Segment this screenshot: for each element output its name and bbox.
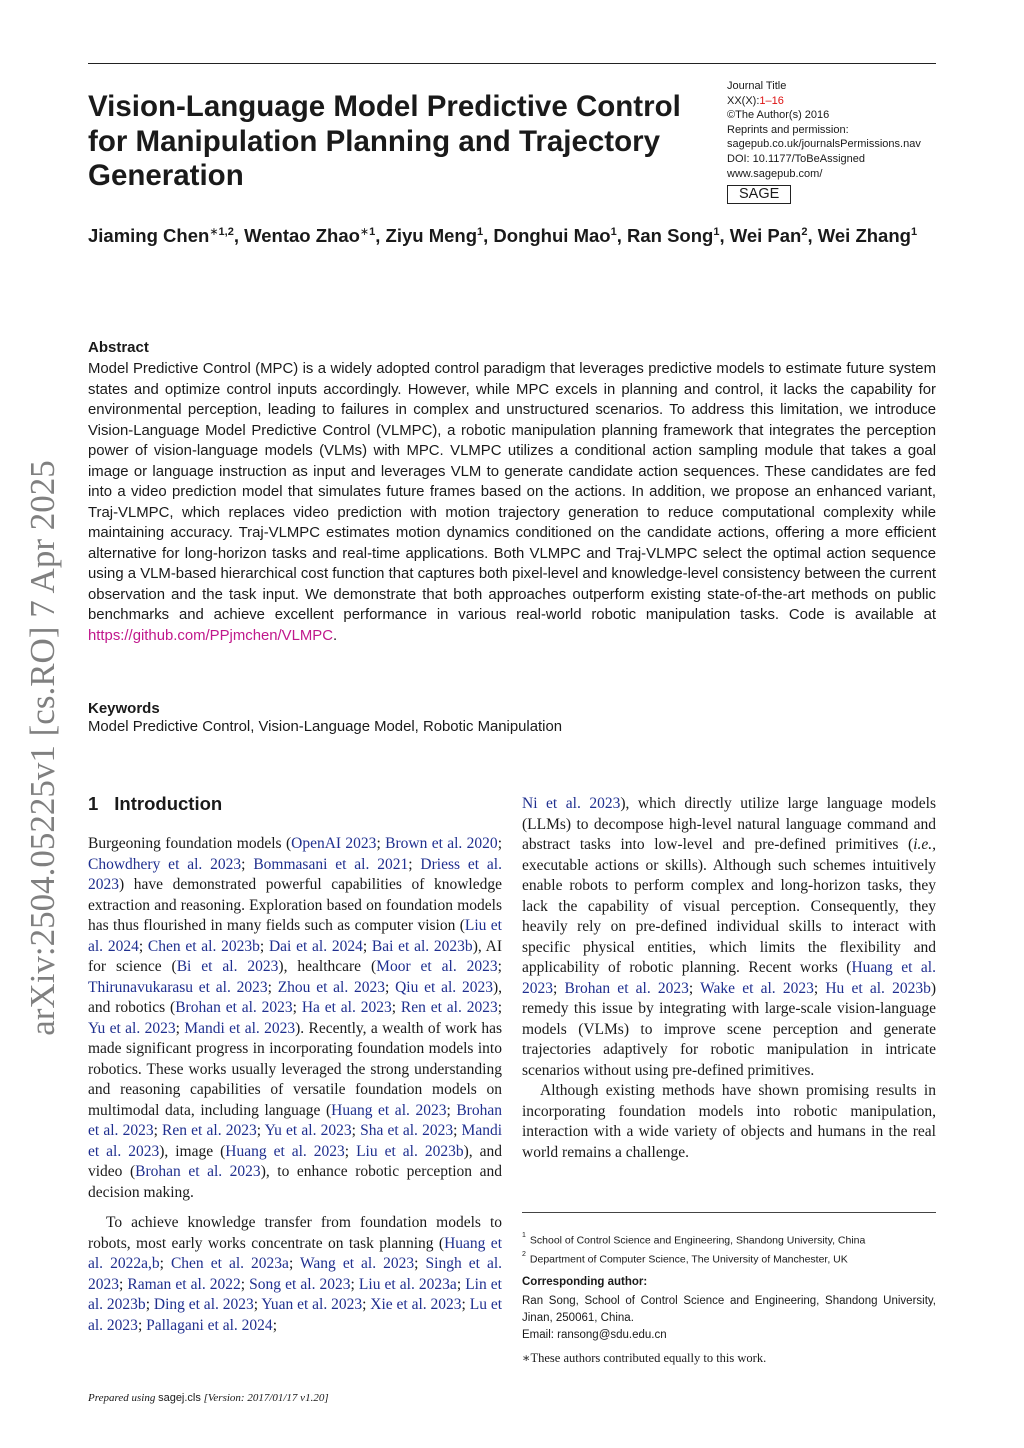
- body-text: ;: [175, 1019, 185, 1037]
- citation-link[interactable]: Sha et al. 2023: [360, 1122, 454, 1139]
- journal-name: Journal Title: [727, 80, 787, 92]
- citation-link[interactable]: Pallagani et al. 2024: [146, 1316, 273, 1334]
- body-text: ;: [241, 855, 254, 873]
- body-text: ;: [376, 835, 386, 852]
- citation-link[interactable]: OpenAI 2023: [291, 835, 377, 852]
- author-affiliation: 1: [713, 226, 720, 238]
- author-affiliation: 1: [910, 226, 918, 238]
- citation-link[interactable]: Ha et al. 2023: [301, 999, 392, 1016]
- author-name: Wei Pan: [729, 225, 802, 246]
- author-affiliation: 1: [610, 226, 617, 238]
- author-name: Jiaming Chen: [88, 225, 210, 246]
- citation-link[interactable]: Moor et al. 2023: [376, 958, 498, 975]
- section-number: 1: [88, 793, 99, 814]
- body-text: ;: [553, 979, 565, 997]
- citation-link[interactable]: Brown et al. 2020: [385, 835, 498, 852]
- code-link[interactable]: https://github.com/PPjmchen/VLMPC: [88, 627, 333, 644]
- body-text: ;: [813, 979, 826, 997]
- cls-name: sagej.cls: [158, 1392, 201, 1404]
- body-text: ), AI for science (: [88, 937, 502, 975]
- keywords-text: Model Predictive Control, Vision-Language Model, Robotic Manipulation: [88, 719, 563, 735]
- abstract-text: Model Predictive Control (MPC) is a widely adopted control paradigm that leverages predictive models to estimate future system states and optimize control inputs accordingly. However, while MPC excels in planning and control, it lacks the capability for environmental perception, leading to failures in complex and unstructured scenarios. To address this limitation, we introduce Vision-Language Model Predictive Control (VLMPC), a robotic manipulation planning framework that integrates the perception power of vision-language models (VLMs) with MPC. VLMPC utilizes a conditional action sampling module that takes a goal image or language instruction as input and leverages VLM to generate candidate action sequences. These candidates are fed into a video prediction model that simulates future frames based on the actions. In addition, we propose an enhanced variant, Traj-VLMPC, which replaces video prediction with motion trajectory generation to reduce computational complexity while maintaining accuracy. Traj-VLMPC estimates motion dynamics conditioned on the candidate actions, offering a more efficient alternative for long-horizon tasks and real-time applications. Both VLMPC and Traj-VLMPC select the optimal action sequence using a VLM-based hierarchical cost function that captures both pixel-level and knowledge-level consistency between the current observation and the task input. We demonstrate that both approaches outperform existing state-of-the-art methods on public benchmarks and achieve excellent performance in various real-world robotic manipulation tasks. Code is available at https://github.com/PPjmchen/VLMPC.: [88, 361, 936, 644]
- citation-link[interactable]: Bai et al. 2023b: [371, 937, 473, 955]
- top-rule: [88, 63, 936, 64]
- author-affiliation: 1: [477, 226, 484, 238]
- citation-link[interactable]: Driess et al. 2023: [88, 855, 502, 893]
- author-affiliation: 1,2: [218, 226, 234, 238]
- body-text: ;: [119, 1275, 128, 1293]
- sage-website: www.sagepub.com/: [727, 167, 823, 180]
- footnote-rule: [522, 1212, 936, 1213]
- keywords-heading: Keywords: [88, 700, 160, 717]
- citation-link[interactable]: Hu et al. 2023b: [825, 979, 931, 997]
- citation-link[interactable]: Liu et al. 2023b: [356, 1142, 464, 1160]
- body-text: i.e.,: [913, 836, 936, 853]
- section-heading: [88, 793, 222, 815]
- body-text: ) have demonstrated powerful capabilities of knowledge extraction and reasoning. Exploration based on foundation models has thus flourished in many fields such as computer vision (: [88, 876, 502, 934]
- citation-link[interactable]: Ding et al. 2023: [153, 1296, 254, 1313]
- body-text: ;: [391, 999, 401, 1016]
- citation-link[interactable]: Thirunavukarasu et al. 2023: [88, 978, 268, 996]
- body-text: ), to enhance robotic perception and decision making.: [88, 1163, 502, 1201]
- citation-link[interactable]: Chen et al. 2023a: [170, 1255, 289, 1272]
- body-text: ). Recently, a wealth of work has made significant progress in incorporating foundation models into robotics. These works usually leveraged the strong understanding and reasoning capabilities of versatile foundation models on multimodal data, including language (: [88, 1019, 503, 1119]
- doi: DOI: 10.1177/ToBeAssigned: [727, 152, 865, 165]
- citation-link[interactable]: Yuan et al. 2023: [261, 1296, 363, 1313]
- body-text: ;: [240, 1275, 250, 1293]
- body-text: ;: [497, 999, 503, 1016]
- citation-link[interactable]: Raman et al. 2022: [127, 1275, 241, 1293]
- body-text: ) remedy this issue by integrating with large-scale vision-language models (VLMs) to improve scene perception and generate trajectories adaptively for robotic manipulation in intricate scenarios without using pre-defined primitives.: [522, 979, 936, 1079]
- body-text: ;: [446, 1101, 457, 1119]
- citation-link[interactable]: Lin et al. 2023b: [88, 1275, 502, 1313]
- body-text: ;: [453, 1122, 462, 1139]
- citation-link[interactable]: Liu et al. 2024: [88, 917, 502, 955]
- citation-link[interactable]: Bommasani et al. 2021: [253, 855, 409, 873]
- sage-logo: SAGE: [727, 185, 791, 204]
- citation-link[interactable]: Huang et al. 2023: [522, 959, 936, 997]
- body-text: ;: [497, 958, 502, 975]
- body-text: To achieve knowledge transfer from foundation models to robots, most early works concentrate on task planning (: [88, 1214, 502, 1252]
- citation-link[interactable]: Ren et al. 2023: [400, 999, 498, 1016]
- citation-link[interactable]: Brohan et al. 2023: [564, 979, 689, 997]
- body-text: ), and robotics (: [88, 978, 502, 1016]
- corresponding-email: Email: ransong@sdu.edu.cn: [522, 1329, 667, 1341]
- citation-link[interactable]: Song et al. 2023: [249, 1275, 351, 1293]
- body-text: ), healthcare (: [278, 958, 377, 975]
- citation-link[interactable]: Wang et al. 2023: [300, 1255, 415, 1272]
- body-text: ;: [253, 1296, 262, 1313]
- body-text: ;: [256, 1122, 265, 1139]
- citation-link[interactable]: Chen et al. 2023b: [147, 937, 260, 955]
- body-text: ;: [456, 1275, 466, 1293]
- author-name: Ziyu Meng: [385, 225, 478, 246]
- citation-link[interactable]: Mandi et al. 2023: [184, 1019, 296, 1037]
- citation-link[interactable]: Zhou et al. 2023: [277, 978, 386, 996]
- body-text: ), which directly utilize large language models (LLMs) to decompose high-level natural language command and abstract tasks into low-level and pre-defined primitives (: [522, 795, 936, 853]
- body-text: ;: [362, 937, 372, 955]
- citation-link[interactable]: Liu et al. 2023a: [358, 1275, 457, 1293]
- body-text: ;: [145, 1296, 154, 1313]
- body-text: ;: [137, 1316, 147, 1334]
- body-text: ), and video (: [88, 1142, 502, 1180]
- body-text: ;: [351, 1122, 361, 1139]
- body-text: ;: [350, 1275, 359, 1293]
- reprints-label: Reprints and permission:: [727, 123, 849, 136]
- citation-link[interactable]: Ni et al. 2023: [522, 795, 621, 812]
- body-text: ;: [362, 1296, 371, 1313]
- right-column: [522, 794, 936, 1163]
- body-text: Although existing methods have shown promising results in incorporating foundation models into robotic manipulation, interaction with a wide variety of objects and humans in the real world remains a challenge.: [522, 1082, 936, 1161]
- body-text: ), image (: [159, 1142, 226, 1160]
- body-text: ;: [138, 937, 148, 955]
- author-name: Wentao Zhao: [244, 225, 360, 246]
- author-equal-marker: ∗: [359, 226, 370, 238]
- paragraph-2-continued: [522, 794, 936, 1081]
- section-title: Introduction: [114, 793, 223, 814]
- paragraph-1: [88, 834, 502, 1203]
- citation-link[interactable]: Yu et al. 2023: [264, 1122, 352, 1139]
- affiliation-1: $^1$ School of Control Science and Engineering, Shandong University, China: [522, 1232, 866, 1247]
- citation-link[interactable]: Mandi et al. 2023: [88, 1122, 503, 1160]
- affiliations: [522, 1230, 936, 1267]
- author-affiliation: 1: [369, 226, 376, 238]
- body-text: ;: [385, 978, 396, 996]
- page-range-link[interactable]: 1–16: [759, 94, 784, 107]
- body-text: ;: [288, 1255, 301, 1272]
- citation-link[interactable]: Brohan et al. 2023: [88, 1101, 502, 1139]
- body-text: executable actions or skills). Although such schemes intuitively enable robots to perform complex and long-horizon tasks, they lack the capability of visual perception. Consequently, they heavily rely on pre-defined individual skills to interact with specific physical entities, which limits the flexibility and applicability of robotic planning. Recent works (: [522, 856, 936, 976]
- author-name: Wei Zhang: [817, 225, 911, 246]
- citation-link[interactable]: Chowdhery et al. 2023: [88, 855, 242, 873]
- citation-link[interactable]: Wake et al. 2023: [700, 979, 814, 997]
- citation-link[interactable]: Huang et al. 2022a,b: [88, 1234, 502, 1272]
- citation-link[interactable]: Xie et al. 2023: [370, 1296, 462, 1313]
- citation-link[interactable]: Singh et al. 2023: [88, 1255, 503, 1293]
- citation-link[interactable]: Lu et al. 2023: [88, 1296, 503, 1334]
- citation-link[interactable]: Yu et al. 2023: [88, 1019, 176, 1037]
- body-text: Burgeoning foundation models (: [88, 835, 292, 852]
- body-text: ;: [414, 1255, 426, 1272]
- body-text: ;: [461, 1296, 470, 1313]
- body-text: ;: [267, 978, 278, 996]
- author-name: Ran Song: [626, 225, 714, 246]
- author-equal-marker: ∗: [209, 226, 219, 238]
- paragraph-2: [88, 1213, 502, 1336]
- corresponding-author-text: Ran Song, School of Control Science and Engineering, Shandong University, Jinan, 250061, China.: [522, 1295, 936, 1324]
- citation-link[interactable]: Ren et al. 2023: [162, 1122, 257, 1139]
- citation-link[interactable]: Huang et al. 2023: [225, 1142, 345, 1160]
- permissions-url: sagepub.co.uk/journalsPermissions.nav: [727, 138, 921, 151]
- body-text: ;: [497, 835, 502, 852]
- body-text: ;: [259, 937, 269, 955]
- page-footer: Prepared using sagej.cls [Version: 2017/01/17 v1.20]: [88, 1392, 329, 1404]
- body-text: ;: [272, 1316, 277, 1334]
- left-column: [88, 834, 502, 1336]
- journal-volume: XX(X):1–16: [727, 94, 784, 107]
- copyright: ©The Author(s) 2016: [727, 109, 830, 122]
- paragraph-3: [522, 1081, 936, 1163]
- author-name: Donghui Mao: [493, 225, 611, 246]
- equal-contribution-note: ∗These authors contributed equally to this work.: [522, 1351, 767, 1365]
- citation-link[interactable]: Qiu et al. 2023: [395, 978, 493, 996]
- citation-link[interactable]: Brohan et al. 2023: [175, 999, 293, 1016]
- body-text: ;: [688, 979, 701, 997]
- citation-link[interactable]: Huang et al. 2023: [331, 1101, 447, 1119]
- body-text: ;: [292, 999, 302, 1016]
- citation-link[interactable]: Dai et al. 2024: [268, 937, 363, 955]
- citation-link[interactable]: Brohan et al. 2023: [135, 1163, 261, 1180]
- abstract-heading: Abstract: [88, 339, 149, 356]
- paper-title: Vision-Language Model Predictive Control for Manipulation Planning and Trajectory Generation: [88, 90, 681, 192]
- body-text: ;: [344, 1142, 357, 1160]
- journal-info: [727, 79, 921, 204]
- affiliation-2: $^2$ Department of Computer Science, The University of Manchester, UK: [522, 1250, 848, 1265]
- body-text: ;: [408, 855, 421, 873]
- author-list: Jiaming Chen$^{∗1,2}$, Wentao Zhao$^{∗1}$, Ziyu Meng$^1$, Donghui Mao$^1$, Ran Song$^1$, Wei Pan$^2$, Wei Zhang$^1$: [88, 225, 918, 246]
- corresponding-author-heading: Corresponding author:: [522, 1276, 648, 1288]
- author-affiliation: 2: [801, 226, 808, 238]
- citation-link[interactable]: Bi et al. 2023: [176, 958, 279, 975]
- body-text: ;: [153, 1122, 163, 1139]
- body-text: ;: [159, 1255, 171, 1272]
